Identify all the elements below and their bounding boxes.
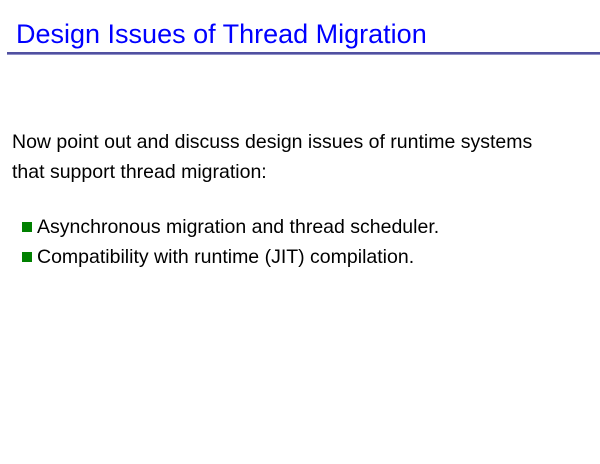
square-bullet-icon bbox=[22, 222, 32, 232]
bullet-text: Compatibility with runtime (JIT) compilation. bbox=[37, 246, 415, 268]
title-underline bbox=[7, 52, 600, 55]
intro-line-2: that support thread migration: bbox=[12, 161, 267, 183]
intro-paragraph bbox=[12, 127, 600, 187]
bullet-text: Asynchronous migration and thread scheduler. bbox=[37, 216, 440, 238]
intro-line-1: Now point out and discuss design issues of runtime systems bbox=[12, 131, 533, 153]
slide-title: Design Issues of Thread Migration bbox=[16, 19, 427, 49]
square-bullet-icon bbox=[22, 252, 32, 262]
